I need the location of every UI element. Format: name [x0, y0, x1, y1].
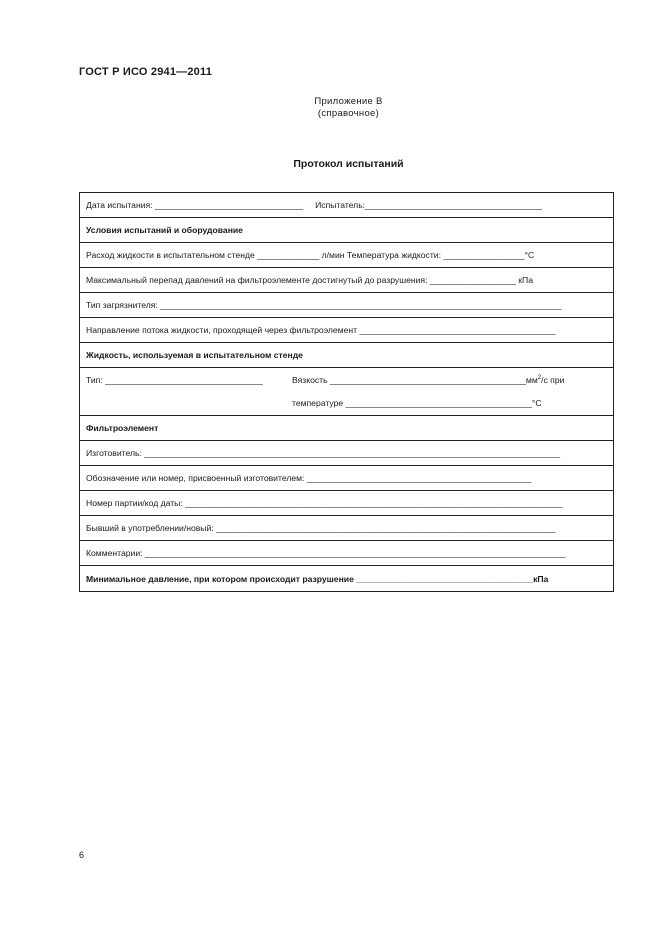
test-report-form — [79, 192, 614, 592]
section-label: Фильтроэлемент — [86, 423, 159, 433]
row-label: Номер партии/код даты: _______________________________________________________________________________ — [86, 498, 563, 508]
row-label: Направление потока жидкости, проходящей через фильтроэлемент _________________________________________ — [86, 325, 556, 335]
unit-exponent: 2 — [537, 375, 542, 382]
annex-type: (справочное) — [317, 108, 380, 119]
form-row-flow-temp[interactable] — [80, 243, 613, 268]
row-label: Бывший в употреблении/новый: _______________________________________________________________________ — [86, 523, 556, 533]
temperature-field[interactable]: температуре _______________________________________°С — [292, 398, 542, 408]
form-row-min-pressure[interactable] — [80, 566, 613, 591]
section-label: Условия испытаний и оборудование — [86, 225, 243, 235]
row-label: Изготовитель: _______________________________________________________________________________________ — [86, 448, 561, 458]
form-row-contaminant[interactable] — [80, 293, 613, 318]
page-title: Протокол испытаний — [293, 158, 404, 170]
row-label: Расход жидкости в испытательном стенде _____________ л/мин Температура жидкости: _________________°С — [86, 250, 535, 260]
form-row-max-pressure[interactable] — [80, 268, 613, 293]
annex-label: Приложение В — [314, 96, 383, 107]
row-label: Минимальное давление, при котором происходит разрушение _____________________________________кПа — [86, 573, 549, 584]
form-row-flow-direction[interactable] — [80, 318, 613, 343]
row-label: Тип загрязнителя: ____________________________________________________________________________________ — [86, 300, 562, 310]
form-row-designation[interactable] — [80, 466, 613, 491]
form-row-used-new[interactable] — [80, 516, 613, 541]
viscosity-label: Вязкость _________________________________________мм — [292, 375, 538, 385]
row-label: Максимальный перепад давлений на фильтроэлементе достигнутый до разрушения: __________________ кПа — [86, 275, 533, 285]
form-row-fluid-props[interactable] — [80, 368, 613, 416]
viscosity-unit: /с при — [541, 375, 565, 385]
viscosity-field[interactable] — [292, 375, 564, 385]
row-label: Комментарии: ________________________________________________________________________________________ — [86, 548, 566, 558]
section-label: Жидкость, используемая в испытательном стенде — [86, 350, 303, 360]
form-row-date-tester — [80, 193, 613, 218]
section-fluid — [80, 343, 613, 368]
row-label: Обозначение или номер, присвоенный изготовителем: _______________________________________________ — [86, 473, 532, 483]
form-row-manufacturer[interactable] — [80, 441, 613, 466]
fluid-type-field[interactable]: Тип: _________________________________ — [86, 375, 263, 385]
page-number: 6 — [79, 850, 85, 860]
section-filter-element — [80, 416, 613, 441]
test-date-field[interactable]: Дата испытания: _______________________________ — [86, 200, 304, 210]
section-conditions — [80, 218, 613, 243]
tester-field[interactable]: Испытатель:_____________________________________ — [315, 200, 542, 210]
form-row-batch[interactable] — [80, 491, 613, 516]
form-row-comments[interactable] — [80, 541, 613, 566]
document-id: ГОСТ Р ИСО 2941—2011 — [79, 66, 213, 78]
